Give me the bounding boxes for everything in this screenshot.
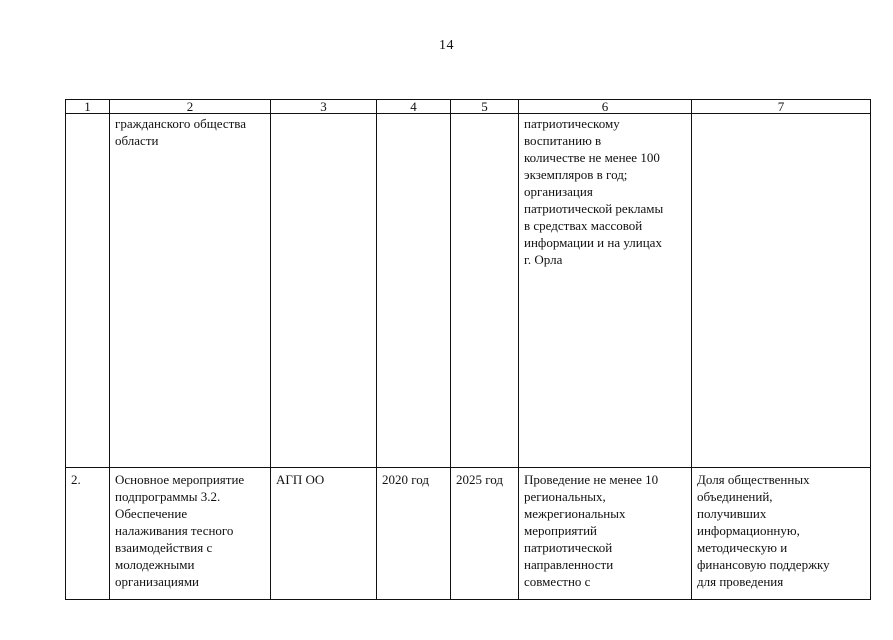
event-text: Основное мероприятие подпрограммы 3.2. Обеспечение налаживания тесного взаимодействия с молодежными организациями: [115, 472, 245, 589]
table-cell-executor: [271, 468, 377, 600]
page-number: 14: [439, 38, 454, 53]
table-cell-event: [110, 468, 271, 600]
column-header-5: 5: [451, 100, 519, 114]
table-cell-executor: [271, 114, 377, 468]
table-cell-event: [110, 114, 271, 468]
table-cell-start-year: [377, 468, 451, 600]
table-header-row: [66, 100, 871, 114]
table-cell-start-year: [377, 114, 451, 468]
start-year-text: 2020 год: [382, 472, 429, 487]
column-header-6: 6: [519, 100, 692, 114]
column-header-3: 3: [271, 100, 377, 114]
table-cell-end-year: [451, 468, 519, 600]
indicator-text: Доля общественных объединений, получивших информационную, методическую и финансовую поддержку для проведения: [697, 472, 830, 589]
column-header-4: 4: [377, 100, 451, 114]
table-cell-indicator: [692, 114, 871, 468]
column-header-1: 1: [66, 100, 110, 114]
table-cell-number: [66, 468, 110, 600]
table-row: [66, 114, 871, 468]
table-row: [66, 468, 871, 600]
row-number: 2.: [71, 472, 81, 487]
end-year-text: 2025 год: [456, 472, 503, 487]
result-text: Проведение не менее 10 региональных, межрегиональных мероприятий патриотической направленности совместно с: [524, 472, 659, 589]
executor-text: АГП ОО: [276, 472, 325, 487]
table-cell-indicator: [692, 468, 871, 600]
result-text: патриотическому воспитанию в количестве не менее 100 экземпляров в год; организация патриотической рекламы в средствах массовой информации и на улицах г. Орла: [524, 116, 664, 267]
event-text: гражданского общества области: [115, 116, 247, 148]
table-cell-end-year: [451, 114, 519, 468]
program-table: [65, 99, 871, 600]
table-cell-result: [519, 468, 692, 600]
table-cell-result: [519, 114, 692, 468]
column-header-2: 2: [110, 100, 271, 114]
table-cell-number: [66, 114, 110, 468]
column-header-7: 7: [692, 100, 871, 114]
